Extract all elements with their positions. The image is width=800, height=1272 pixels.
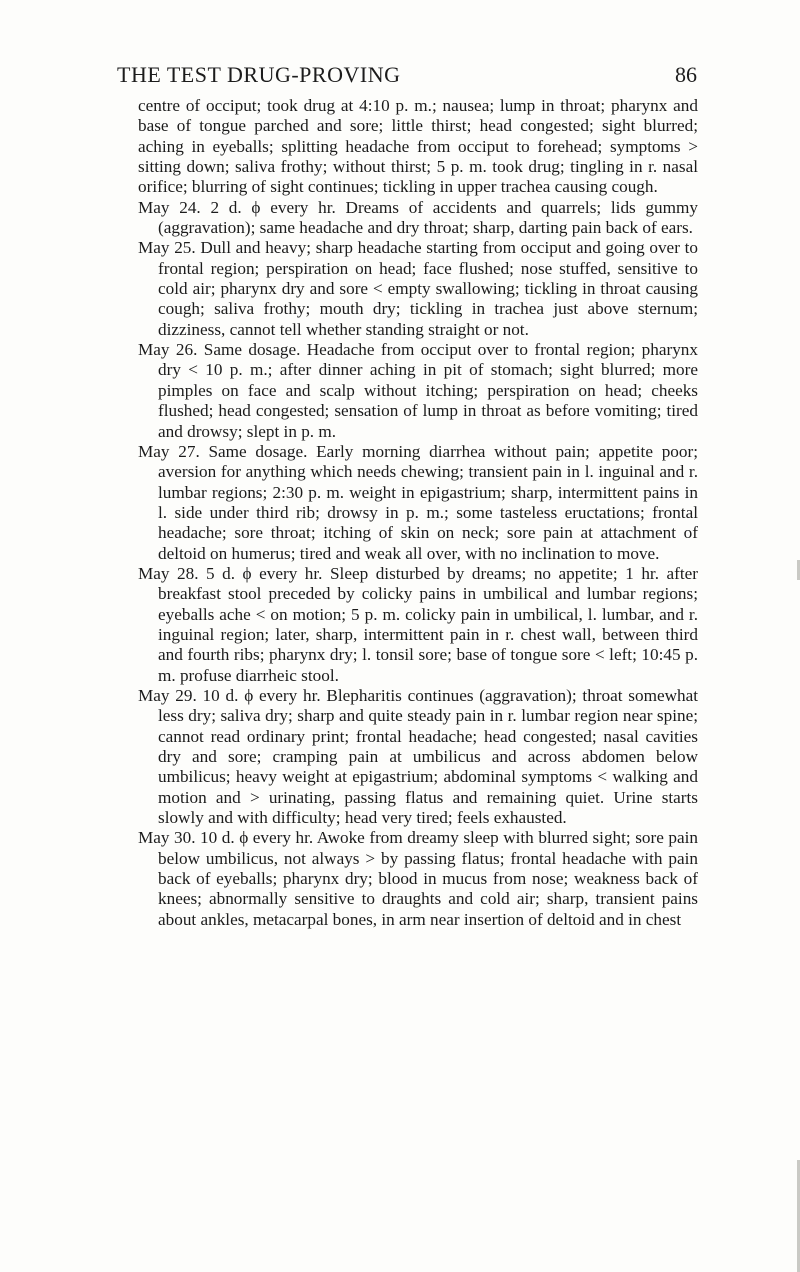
entry-may-26: May 26. Same dosage. Headache from occiput over to frontal region; pharynx dry < 10 p. m.; after dinner aching in pit of stomach; sight blurred; more pimples on face and scalp without itching; perspiration on head; cheeks flushed; head congested; sensation of lump in throat as before vomiting; tired and drowsy; slept in p. m. <box>138 340 698 441</box>
entry-may-29: May 29. 10 d. ϕ every hr. Blepharitis continues (aggravation); throat somewhat less dry; saliva dry; sharp and quite steady pain in r. lumbar region near spine; cannot read ordinary print; frontal headache; head congested; nasal cavities dry and sore; cramping pain at umbilicus and across abdomen below umbilicus; heavy weight at epigastrium; abdominal symptoms < walking and motion and > urinating, passing flatus and remaining quiet. Urine starts slowly and with difficulty; head very tired; feels exhausted. <box>138 685 698 828</box>
entry-may-27: May 27. Same dosage. Early morning diarrhea without pain; appetite poor; aversion for anything which needs chewing; transient pain in l. inguinal and r. lumbar regions; 2:30 p. m. weight in epigastrium; sharp, intermittent pains in l. side under third rib; drowsy in p. m.; some tasteless eructations; frontal headache; sore throat; itching of skin on neck; sore pain at attachment of deltoid on humerus; tired and weak all over, with no inclination to move. <box>138 441 698 563</box>
running-title: THE TEST DRUG-PROVING <box>117 62 401 87</box>
body-text <box>138 96 698 930</box>
entry-may-25: May 25. Dull and heavy; sharp headache starting from occiput and going over to frontal region; perspiration on head; face flushed; nose stuffed, sensitive to cold air; pharynx dry and sore < empty swallowing; tickling in throat causing cough; saliva frothy; mouth dry; tickling in trachea just above sternum; dizziness, cannot tell whether standing straight or not. <box>138 238 698 339</box>
entry-may-28: May 28. 5 d. ϕ every hr. Sleep disturbed by dreams; no appetite; 1 hr. after breakfast stool preceded by colicky pains in umbilical and lumbar regions; eyeballs ache < on motion; 5 p. m. colicky pain in umbilical, l. lumbar, and r. inguinal region; later, sharp, intermittent pain in r. chest wall, between third and fourth ribs; pharynx dry; l. tonsil sore; base of tongue sore < left; 10:45 p. m. profuse diarrheic stool. <box>138 563 698 685</box>
entry-may-24: May 24. 2 d. ϕ every hr. Dreams of accidents and quarrels; lids gummy (aggravation); same headache and dry throat; sharp, darting pain back of ears. <box>138 197 698 238</box>
page-number: 86 <box>675 62 697 87</box>
running-head <box>117 62 697 90</box>
entry-may-30: May 30. 10 d. ϕ every hr. Awoke from dreamy sleep with blurred sight; sore pain below umbilicus, not always > by passing flatus; frontal headache with pain back of eyeballs; pharynx dry; blood in mucus from nose; weakness back of knees; abnormally sensitive to draughts and cold air; sharp, transient pains about ankles, metacarpal bones, in arm near insertion of deltoid and in chest <box>138 828 698 929</box>
paragraph-continuation: centre of occiput; took drug at 4:10 p. m.; nausea; lump in throat; pharynx and base of tongue parched and sore; little thirst; head congested; sight blurred; aching in eyeballs; splitting headache from occiput to forehead; symptoms > sitting down; saliva frothy; without thirst; 5 p. m. took drug; tingling in r. nasal orifice; blurring of sight continues; tickling in upper trachea causing cough. <box>138 96 698 197</box>
